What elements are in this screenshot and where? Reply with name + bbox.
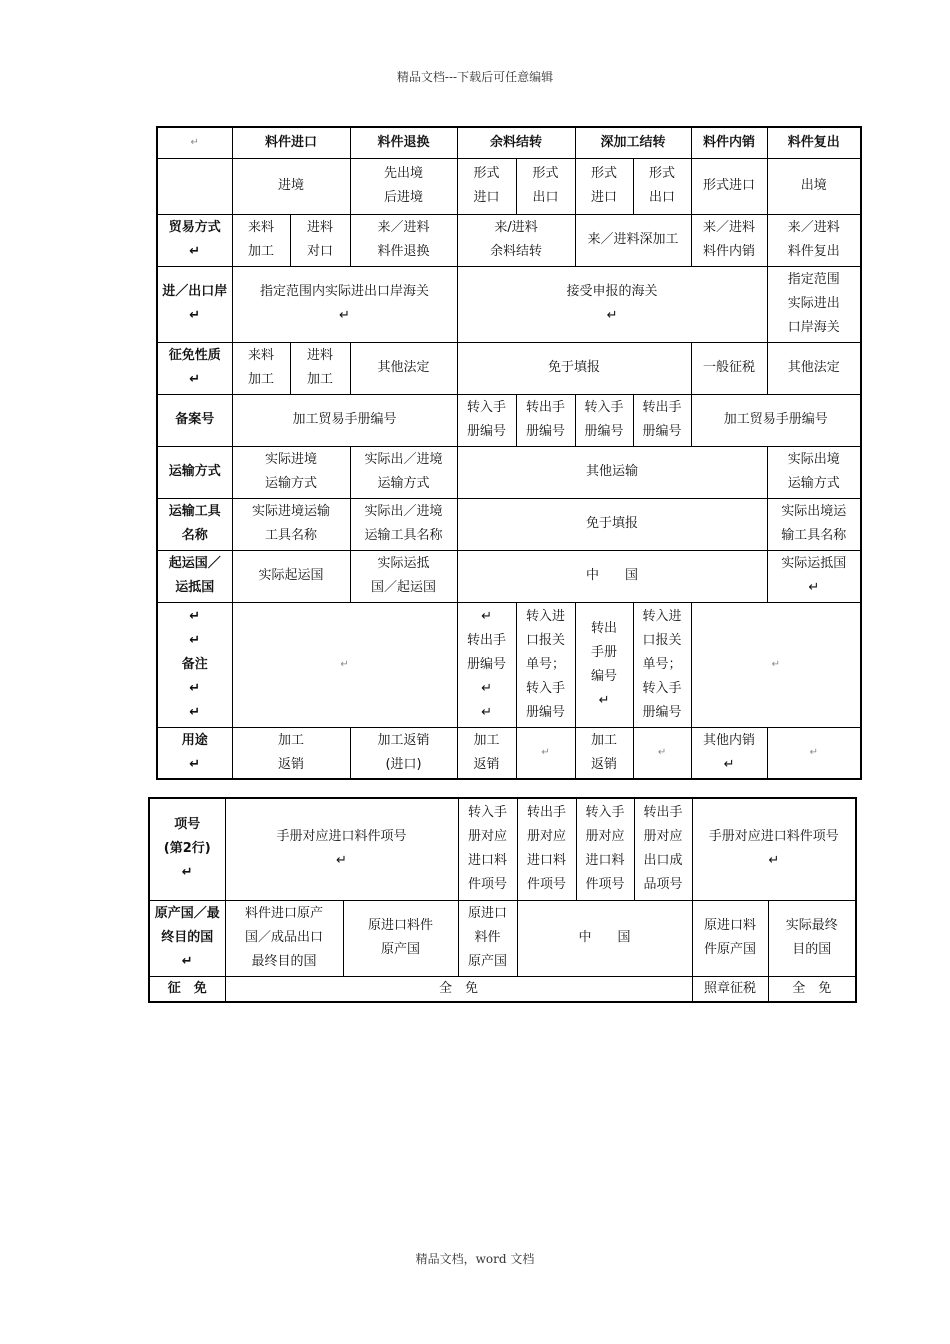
col-header-domestic-sale: 料件内销 (691, 127, 767, 158)
cell: 转入进 口报关 单号； 转入手 册编号 (633, 602, 691, 727)
trade-mode-table (156, 126, 862, 780)
cell: 转入手 册编号 (457, 394, 516, 446)
row-header-transport-mode: 运输方式 (157, 446, 232, 498)
cell: 手册对应进口料件项号 ↵ (225, 798, 458, 900)
row-header-remarks: ↵ ↵ 备注 ↵ ↵ (157, 602, 232, 727)
cell: 其他法定 (767, 342, 861, 394)
col-header-re-export: 料件复出 (767, 127, 861, 158)
cell: 转出手 册编号 (516, 394, 575, 446)
row-header-usage: 用途 ↵ (157, 727, 232, 779)
cell: 原进口料件 原产国 (343, 900, 458, 976)
cell: 实际出／进境 运输方式 (350, 446, 457, 498)
row-header-origin-country: 原产国／最 终目的国 ↵ (149, 900, 225, 976)
cell: 转入手 册编号 (575, 394, 633, 446)
cell: 加工 返销 (232, 727, 350, 779)
cell: 转入进 口报关 单号； 转入手 册编号 (516, 602, 575, 727)
blank-cell (157, 158, 232, 214)
cell: 形式 进口 (575, 158, 633, 214)
cell: 中 国 (457, 550, 767, 602)
cell: 形式进口 (691, 158, 767, 214)
cell: ↵ (767, 727, 861, 779)
cell: 来料 加工 (232, 214, 290, 266)
cell: ↵ (633, 727, 691, 779)
row-header-record-no: 备案号 (157, 394, 232, 446)
row-header-country: 起运国／ 运抵国 (157, 550, 232, 602)
cell: 实际出境运 输工具名称 (767, 498, 861, 550)
cell: 其他内销 ↵ (691, 727, 767, 779)
cell: 转出 手册 编号 ↵ (575, 602, 633, 727)
cell: 原进口 料件 原产国 (458, 900, 517, 976)
col-header-return: 料件退换 (350, 127, 457, 158)
row-header-item-no: 项号 (第2行) ↵ (149, 798, 225, 900)
cell: 来／进料深加工 (575, 214, 691, 266)
cell: 接受申报的海关 ↵ (457, 266, 767, 342)
cell: 来／进料 料件复出 (767, 214, 861, 266)
col-header-deep-processing: 深加工结转 (575, 127, 691, 158)
cell: 实际最终 目的国 (768, 900, 856, 976)
cell: 其他法定 (350, 342, 457, 394)
cell: 实际运抵 国／起运国 (350, 550, 457, 602)
cell: 其他运输 (457, 446, 767, 498)
cell: ↵ (516, 727, 575, 779)
cell: 实际出境 运输方式 (767, 446, 861, 498)
cell: 中 国 (517, 900, 692, 976)
item-origin-table (148, 797, 857, 1003)
cell: ↵ (691, 602, 861, 727)
cell: 免于填报 (457, 342, 691, 394)
cell: 转出手 册对应 出口成 品项号 (634, 798, 692, 900)
page-footer: 精品文档，word 文档 (415, 1252, 535, 1266)
cell: 实际起运国 (232, 550, 350, 602)
cell: 实际进境运输 工具名称 (232, 498, 350, 550)
corner-cell: ↵ (157, 127, 232, 158)
cell: 转入手 册对应 进口料 件项号 (458, 798, 517, 900)
row-header-levy-nature: 征免性质 ↵ (157, 342, 232, 394)
page-header: 精品文档---下载后可任意编辑 (396, 70, 554, 84)
cell: 形式 进口 (457, 158, 516, 214)
cell: 实际出／进境 运输工具名称 (350, 498, 457, 550)
cell: 转出手 册对应 进口料 件项号 (517, 798, 576, 900)
cell: 原进口料 件原产国 (692, 900, 768, 976)
cell: 来料 加工 (232, 342, 290, 394)
cell: 加工 返销 (457, 727, 516, 779)
row-header-port: 进／出口岸 ↵ (157, 266, 232, 342)
col-header-surplus: 余料结转 (457, 127, 575, 158)
cell: 指定范围 实际进出 口岸海关 (767, 266, 861, 342)
row-header-trade-mode: 贸易方式 ↵ (157, 214, 232, 266)
col-header-import: 料件进口 (232, 127, 350, 158)
cell: 进料 加工 (290, 342, 350, 394)
cell: 指定范围内实际进出口岸海关 ↵ (232, 266, 457, 342)
cell: 进料 对口 (290, 214, 350, 266)
cell: 转入手 册对应 进口料 件项号 (576, 798, 634, 900)
cell: 转出手 册编号 (633, 394, 691, 446)
cell: 全 免 (768, 976, 856, 1002)
cell: 实际运抵国 ↵ (767, 550, 861, 602)
row-header-levy: 征 免 (149, 976, 225, 1002)
cell: 加工贸易手册编号 (691, 394, 861, 446)
cell: 实际进境 运输方式 (232, 446, 350, 498)
cell: 出境 (767, 158, 861, 214)
cell: 加工返销 (进口) (350, 727, 457, 779)
cell: 免于填报 (457, 498, 767, 550)
cell: ↵ 转出手 册编号 ↵ ↵ (457, 602, 516, 727)
cell: 料件进口原产 国／成品出口 最终目的国 (225, 900, 343, 976)
cell: 全 免 (225, 976, 692, 1002)
cell: 进境 (232, 158, 350, 214)
cell: 来／进料 料件内销 (691, 214, 767, 266)
cell: 来/进料 余料结转 (457, 214, 575, 266)
cell: ↵ (232, 602, 457, 727)
cell: 一般征税 (691, 342, 767, 394)
cell: 先出境 后进境 (350, 158, 457, 214)
cell: 形式 出口 (516, 158, 575, 214)
cell: 加工 返销 (575, 727, 633, 779)
cell: 加工贸易手册编号 (232, 394, 457, 446)
cell: 形式 出口 (633, 158, 691, 214)
cell: 手册对应进口料件项号 ↵ (692, 798, 856, 900)
row-header-vehicle-name: 运输工具 名称 (157, 498, 232, 550)
cell: 来／进料 料件退换 (350, 214, 457, 266)
cell: 照章征税 (692, 976, 768, 1002)
